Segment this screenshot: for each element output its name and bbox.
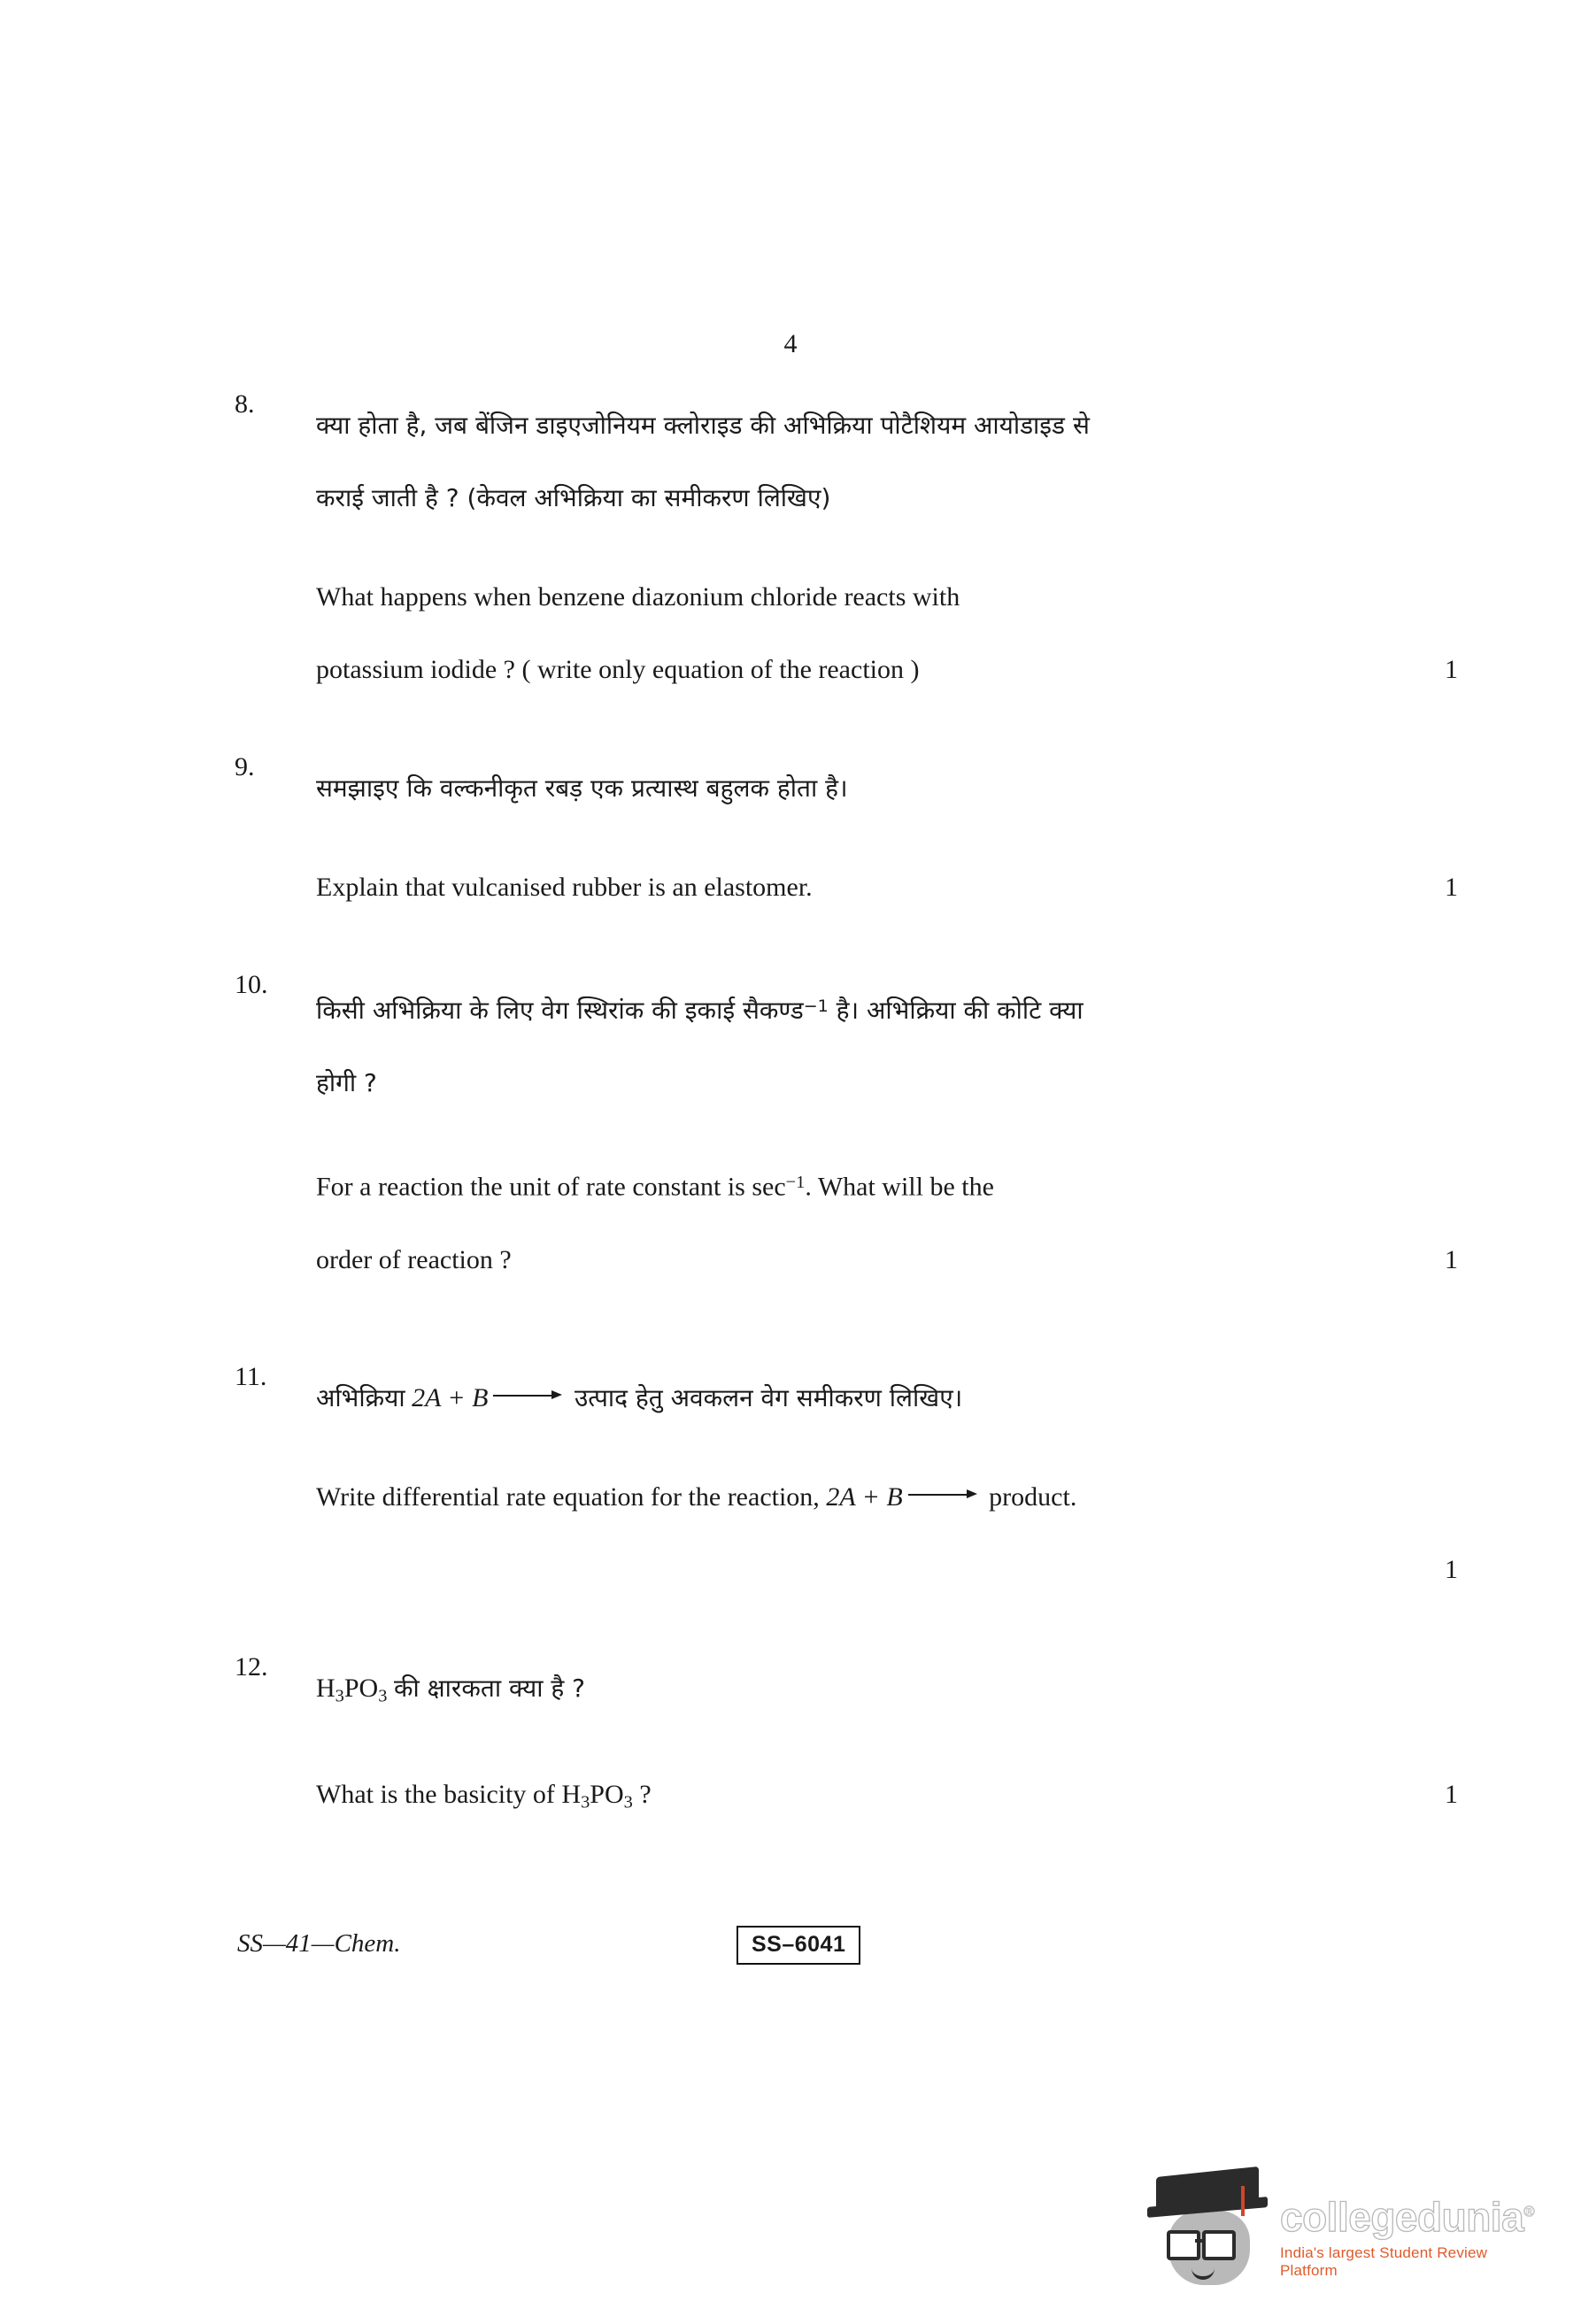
question-12-english-text: What is the basicity of $H_3PO_3$ ? — [316, 1780, 652, 1812]
question-12-hindi-formula: $H_3PO_3$ — [316, 1673, 388, 1706]
question-8-hindi-line-2: कराई जाती है ? (केवल अभिक्रिया का समीकरण लिखिए) — [316, 483, 831, 512]
question-11-marks: 1 — [1445, 1554, 1458, 1584]
question-8-english-line-1: What happens when benzene diazonium chloride reacts with — [316, 582, 960, 612]
question-10-hindi-line-2: होगी ? — [316, 1067, 377, 1097]
question-12 — [235, 1651, 1458, 1839]
question-8-hindi-line-1: क्या होता है, जब बेंजिन डाइएजोनियम क्लोराइड की अभिक्रिया पोटैशियम आयोडाइड से — [316, 411, 1090, 440]
question-9-body — [316, 752, 1458, 924]
question-11-english-equation: 2A + B — [826, 1481, 903, 1512]
page-number: 4 — [783, 329, 798, 358]
question-10-english-line-2-text: order of reaction ? — [316, 1244, 512, 1274]
question-10-body — [316, 970, 1458, 1297]
question-10-english-line-2 — [316, 1224, 1458, 1297]
question-10 — [235, 970, 1458, 1297]
question-12-body — [316, 1652, 1458, 1839]
question-12-hindi-line-1 — [316, 1652, 1341, 1733]
question-11-hindi-prefix: अभिक्रिया — [316, 1382, 405, 1412]
question-11-hindi-equation: 2A + B — [412, 1382, 489, 1412]
question-11-number: 11. — [235, 1361, 267, 1391]
question-8-body — [316, 389, 1458, 706]
question-12-english-line-1 — [316, 1758, 1458, 1839]
question-12-marks: 1 — [1445, 1780, 1458, 1810]
reaction-arrow-icon — [908, 1490, 977, 1499]
question-10-hindi-exponent: −1 — [803, 997, 829, 1016]
question-9 — [235, 752, 1458, 924]
footer-paper-code: SS–6041 — [737, 1926, 860, 1965]
question-10-english-exponent: −1 — [785, 1172, 806, 1192]
question-11-english-suffix: product. — [989, 1481, 1077, 1512]
question-11-english-line-1 — [316, 1461, 1341, 1534]
question-10-english-part-a: For a reaction the unit of rate constant is sec — [316, 1172, 786, 1202]
graduate-mascot-icon — [1142, 2172, 1273, 2296]
watermark-text — [1280, 2193, 1547, 2280]
question-10-hindi-part-b: है। अभिक्रिया की कोटि क्या — [828, 995, 1084, 1025]
question-9-english-line-1 — [316, 851, 1458, 924]
question-12-number: 12. — [235, 1651, 268, 1681]
question-9-hindi-line-1: समझाइए कि वल्कनीकृत रबड़ एक प्रत्यास्थ बहुलक होता है। — [316, 773, 848, 803]
question-10-english-line-1 — [316, 1146, 1341, 1224]
question-8 — [235, 389, 1458, 706]
question-9-english-text: Explain that vulcanised rubber is an elastomer. — [316, 873, 813, 902]
question-8-number: 8. — [235, 389, 255, 419]
question-10-hindi-line-1 — [316, 970, 1341, 1047]
question-11-english-prefix: Write differential rate equation for the reaction, — [316, 1481, 820, 1512]
question-10-english-part-b: . What will be the — [805, 1172, 994, 1202]
question-11-marks-line — [316, 1534, 1458, 1606]
question-12-hindi-rest: की क्षारकता क्या है ? — [393, 1673, 585, 1703]
footer-paper-label: SS—41—Chem. — [237, 1929, 401, 1958]
question-9-marks: 1 — [1445, 873, 1458, 902]
question-11-body — [316, 1362, 1458, 1606]
question-11-hindi-suffix: उत्पाद हेतु अवकलन वेग समीकरण लिखिए। — [574, 1382, 963, 1412]
question-11 — [235, 1361, 1458, 1606]
question-11-hindi-line-1 — [316, 1362, 1341, 1435]
question-8-english-line-2 — [316, 634, 1458, 706]
question-8-marks: 1 — [1445, 655, 1458, 684]
question-10-marks: 1 — [1445, 1244, 1458, 1274]
question-10-hindi-part-a: किसी अभिक्रिया के लिए वेग स्थिरांक की इकाई सैकण्ड — [316, 995, 804, 1025]
watermark-tagline: India's largest Student Review Platform — [1280, 2244, 1488, 2279]
question-10-number: 10. — [235, 970, 268, 999]
questions-container — [235, 389, 1458, 1839]
collegedunia-watermark — [1122, 2166, 1547, 2299]
question-9-number: 9. — [235, 752, 255, 781]
reaction-arrow-icon — [493, 1391, 562, 1400]
watermark-brand: collegedunia® — [1280, 2194, 1535, 2240]
question-8-english-line-2-text: potassium iodide ? ( write only equation of the reaction ) — [316, 655, 920, 684]
